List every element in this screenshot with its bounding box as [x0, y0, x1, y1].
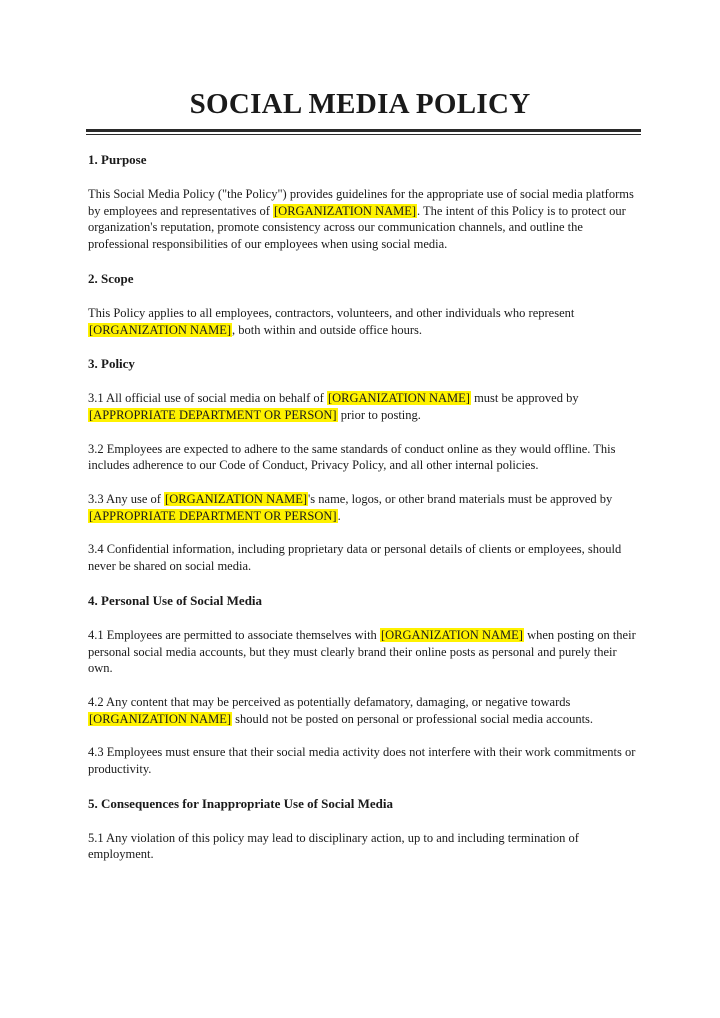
consequences-paragraph-5-1: 5.1 Any violation of this policy may lead to disciplinary action, up to and including termination of employment. [88, 830, 579, 862]
policy-paragraph-3-2: 3.2 Employees are expected to adhere to the same standards of conduct online as they would offline. This includes adherence to our Code of Conduct, Privacy Policy, and all other internal policies. [88, 441, 616, 473]
section-heading-consequences: 5. Consequences for Inappropriate Use of Social Media [88, 795, 394, 811]
org-name-placeholder: [ORGANIZATION NAME] [165, 492, 308, 507]
org-name-placeholder: [ORGANIZATION NAME] [380, 627, 523, 642]
org-name-placeholder: [ORGANIZATION NAME] [274, 203, 417, 218]
department-placeholder: [APPROPRIATE DEPARTMENT OR PERSON] [89, 407, 337, 422]
document-body [88, 151, 638, 880]
section-heading-policy: 3. Policy [88, 356, 135, 372]
policy-paragraph-3-4: 3.4 Confidential information, including proprietary data or personal details of clients or employees, should never be shared on social media. [88, 542, 622, 574]
purpose-paragraph: This Social Media Policy ("the Policy") provides guidelines for the appropriate use of social media platforms by employees and representatives of [ORGANIZATION NAME]. The intent of this Policy is to protect our organization's reputation, promote consistency across our communication channels, and outline the professional responsibilities of our employees when using social media. [88, 187, 634, 252]
department-placeholder: [APPROPRIATE DEPARTMENT OR PERSON] [89, 508, 337, 523]
document-title: SOCIAL MEDIA POLICY [189, 88, 531, 120]
scope-paragraph: This Policy applies to all employees, contractors, volunteers, and other individuals who represent [ORGANIZATION NAME], both within and outside office hours. [88, 305, 575, 337]
policy-paragraph-3-1: 3.1 All official use of social media on behalf of [ORGANIZATION NAME] must be approved by [APPROPRIATE DEPARTMENT OR PERSON] prior to posting. [88, 391, 579, 422]
personal-paragraph-4-1: 4.1 Employees are permitted to associate themselves with [ORGANIZATION NAME] when posting on their personal social media accounts, but they must clearly brand their online posts as personal and purely their own. [88, 627, 636, 676]
section-heading-purpose: 1. Purpose [88, 152, 147, 167]
personal-paragraph-4-3: 4.3 Employees must ensure that their social media activity does not interfere with their work commitments or productivity. [88, 745, 636, 777]
title-rule-thick [86, 129, 641, 132]
org-name-placeholder: [ORGANIZATION NAME] [327, 391, 470, 406]
org-name-placeholder: [ORGANIZATION NAME] [89, 322, 231, 337]
title-rule-thin [86, 134, 641, 135]
org-name-placeholder: [ORGANIZATION NAME] [89, 711, 231, 726]
policy-paragraph-3-3: 3.3 Any use of [ORGANIZATION NAME]'s name, logos, or other brand materials must be approved by [APPROPRIATE DEPARTMENT OR PERSON]. [88, 492, 613, 523]
section-heading-personal-use: 4. Personal Use of Social Media [88, 592, 263, 608]
personal-paragraph-4-2: 4.2 Any content that may be perceived as potentially defamatory, damaging, or negative towards [ORGANIZATION NAME] should not be posted on personal or professional social media accounts. [88, 694, 594, 726]
section-heading-scope: 2. Scope [88, 270, 134, 286]
